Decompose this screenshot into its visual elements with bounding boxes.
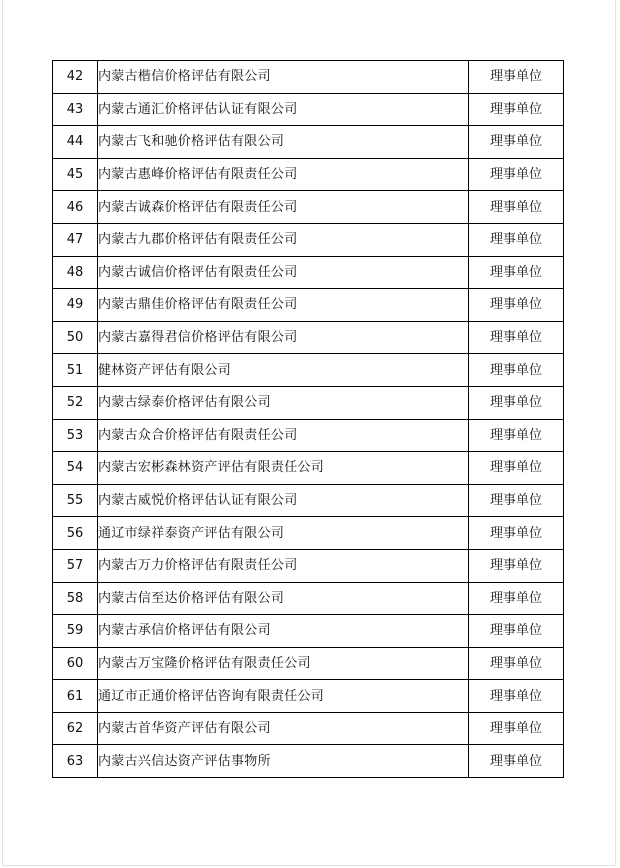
membership-role: 理事单位	[469, 191, 564, 224]
row-number: 49	[53, 289, 98, 322]
member-table-body	[53, 61, 564, 778]
membership-role: 理事单位	[469, 745, 564, 778]
organization-name: 内蒙古万力价格评估有限责任公司	[98, 549, 469, 582]
membership-role: 理事单位	[469, 582, 564, 615]
membership-role: 理事单位	[469, 354, 564, 387]
row-number: 42	[53, 61, 98, 94]
membership-role: 理事单位	[469, 452, 564, 485]
table-row	[53, 191, 564, 224]
membership-role: 理事单位	[469, 93, 564, 126]
membership-role: 理事单位	[469, 484, 564, 517]
organization-name: 内蒙古宏彬森林资产评估有限责任公司	[98, 452, 469, 485]
row-number: 43	[53, 93, 98, 126]
membership-role: 理事单位	[469, 680, 564, 713]
table-row	[53, 745, 564, 778]
organization-name: 内蒙古九郡价格评估有限责任公司	[98, 223, 469, 256]
organization-name: 内蒙古飞和驰价格评估有限公司	[98, 126, 469, 159]
table-row	[53, 289, 564, 322]
organization-name: 内蒙古绿泰价格评估有限公司	[98, 386, 469, 419]
organization-name: 内蒙古首华资产评估有限公司	[98, 712, 469, 745]
organization-name: 内蒙古楷信价格评估有限公司	[98, 61, 469, 94]
row-number: 62	[53, 712, 98, 745]
organization-name: 内蒙古惠峰价格评估有限责任公司	[98, 158, 469, 191]
table-row	[53, 126, 564, 159]
table-row	[53, 256, 564, 289]
row-number: 48	[53, 256, 98, 289]
membership-role: 理事单位	[469, 223, 564, 256]
table-row	[53, 484, 564, 517]
table-row	[53, 452, 564, 485]
row-number: 60	[53, 647, 98, 680]
member-table	[52, 60, 564, 778]
organization-name: 内蒙古通汇价格评估认证有限公司	[98, 93, 469, 126]
row-number: 59	[53, 615, 98, 648]
organization-name: 内蒙古承信价格评估有限公司	[98, 615, 469, 648]
row-number: 52	[53, 386, 98, 419]
membership-role: 理事单位	[469, 158, 564, 191]
table-row	[53, 647, 564, 680]
organization-name: 内蒙古诚森价格评估有限责任公司	[98, 191, 469, 224]
row-number: 54	[53, 452, 98, 485]
row-number: 44	[53, 126, 98, 159]
row-number: 53	[53, 419, 98, 452]
table-row	[53, 158, 564, 191]
membership-role: 理事单位	[469, 126, 564, 159]
membership-role: 理事单位	[469, 256, 564, 289]
row-number: 47	[53, 223, 98, 256]
organization-name: 通辽市绿祥泰资产评估有限公司	[98, 517, 469, 550]
table-row	[53, 354, 564, 387]
row-number: 61	[53, 680, 98, 713]
organization-name: 内蒙古信至达价格评估有限公司	[98, 582, 469, 615]
row-number: 51	[53, 354, 98, 387]
table-row	[53, 680, 564, 713]
organization-name: 内蒙古嘉得君信价格评估有限公司	[98, 321, 469, 354]
table-row	[53, 223, 564, 256]
row-number: 56	[53, 517, 98, 550]
table-row	[53, 517, 564, 550]
membership-role: 理事单位	[469, 517, 564, 550]
membership-role: 理事单位	[469, 61, 564, 94]
row-number: 50	[53, 321, 98, 354]
table-row	[53, 615, 564, 648]
organization-name: 内蒙古威悦价格评估认证有限公司	[98, 484, 469, 517]
row-number: 63	[53, 745, 98, 778]
row-number: 55	[53, 484, 98, 517]
organization-name: 健林资产评估有限公司	[98, 354, 469, 387]
membership-role: 理事单位	[469, 386, 564, 419]
row-number: 46	[53, 191, 98, 224]
organization-name: 通辽市正通价格评估咨询有限责任公司	[98, 680, 469, 713]
organization-name: 内蒙古鼎佳价格评估有限责任公司	[98, 289, 469, 322]
organization-name: 内蒙古万宝隆价格评估有限责任公司	[98, 647, 469, 680]
row-number: 57	[53, 549, 98, 582]
table-row	[53, 61, 564, 94]
row-number: 58	[53, 582, 98, 615]
membership-role: 理事单位	[469, 549, 564, 582]
membership-role: 理事单位	[469, 647, 564, 680]
table-row	[53, 321, 564, 354]
organization-name: 内蒙古兴信达资产评估事物所	[98, 745, 469, 778]
membership-role: 理事单位	[469, 289, 564, 322]
table-row	[53, 582, 564, 615]
organization-name: 内蒙古诚信价格评估有限责任公司	[98, 256, 469, 289]
table-row	[53, 419, 564, 452]
membership-role: 理事单位	[469, 712, 564, 745]
table-row	[53, 386, 564, 419]
table-row	[53, 712, 564, 745]
organization-name: 内蒙古众合价格评估有限责任公司	[98, 419, 469, 452]
row-number: 45	[53, 158, 98, 191]
membership-role: 理事单位	[469, 419, 564, 452]
membership-role: 理事单位	[469, 321, 564, 354]
table-row	[53, 549, 564, 582]
membership-role: 理事单位	[469, 615, 564, 648]
table-row	[53, 93, 564, 126]
